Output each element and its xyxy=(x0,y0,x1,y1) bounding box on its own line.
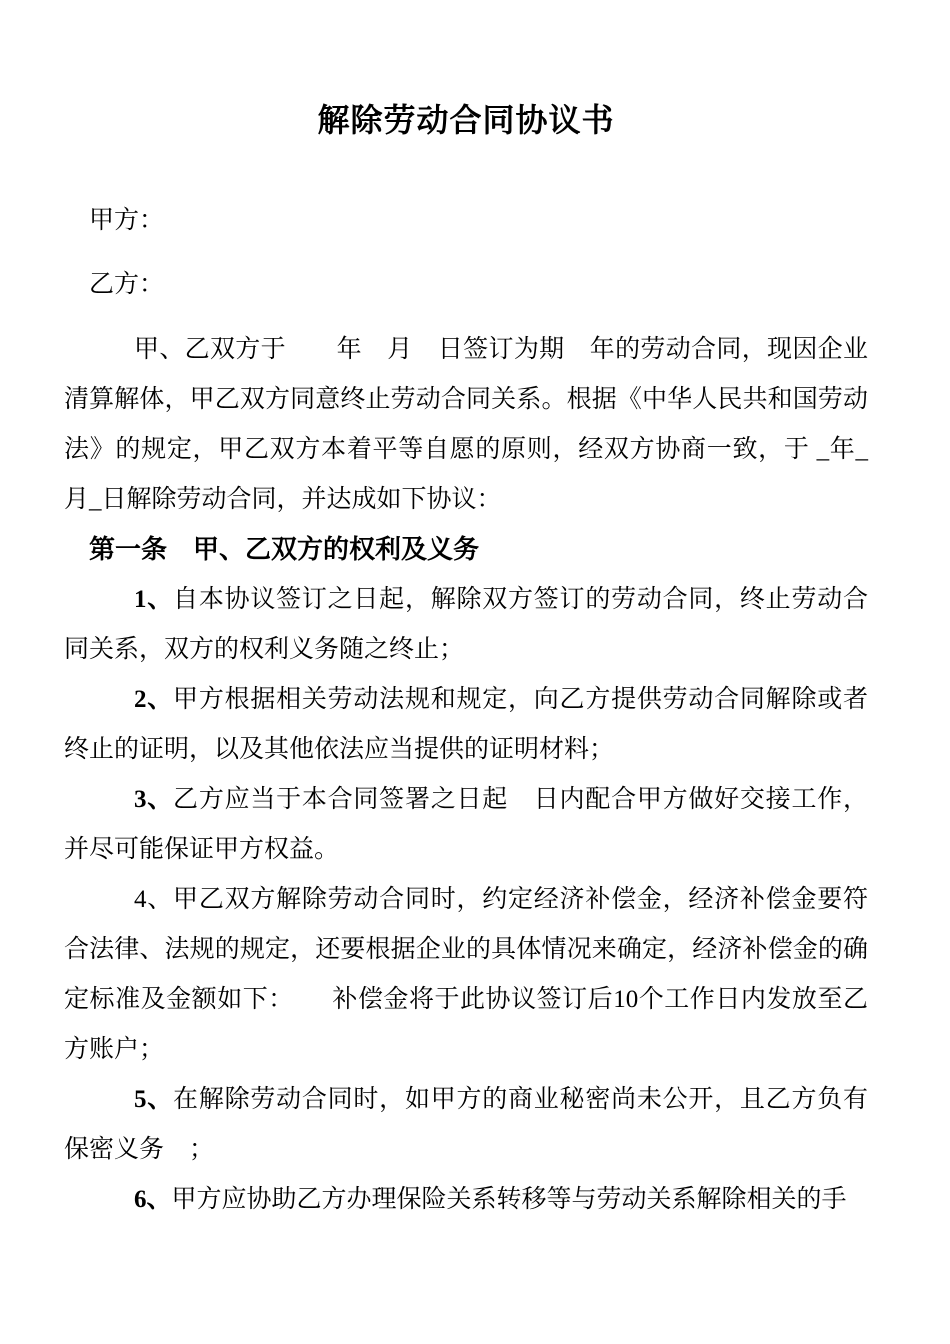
clause-number: 3、 xyxy=(134,786,174,813)
clause-text: 甲方根据相关劳动法规和规定，向乙方提供劳动合同解除或者终止的证明，以及其他依法应当提供的证明材料； xyxy=(64,686,868,763)
clause-number: 4、 xyxy=(134,886,174,913)
contract-clause xyxy=(64,775,868,875)
clause-number: 1、 xyxy=(134,586,174,613)
contract-clause xyxy=(64,675,868,775)
clause-number: 2、 xyxy=(134,686,174,713)
document-title: 解除劳动合同协议书 xyxy=(317,102,615,138)
contract-clause xyxy=(64,875,868,1075)
intro-paragraph: 甲、乙双方于 年 月 日签订为期 年的劳动合同，现因企业清算解体，甲乙双方同意终止劳动合同关系。根据《中华人民共和国劳动法》的规定，甲乙双方本着平等自愿的原则，经双方协商一致，于 _年_月_日解除劳动合同，并达成如下协议： xyxy=(64,336,868,513)
clause-number: 5、 xyxy=(134,1086,174,1113)
clause-text: 自本协议签订之日起，解除双方签订的劳动合同，终止劳动合同关系，双方的权利义务随之终止； xyxy=(64,586,868,663)
clause-text: 在解除劳动合同时，如甲方的商业秘密尚未公开，且乙方负有保密义务 ； xyxy=(64,1086,868,1163)
party-b-label: 乙方： xyxy=(89,271,165,298)
contract-items xyxy=(64,575,868,1225)
clause-number: 6、 xyxy=(134,1186,172,1213)
party-a-label: 甲方： xyxy=(89,207,165,234)
clause-text: 乙方应当于本合同签署之日起 日内配合甲方做好交接工作，并尽可能保证甲方权益。 xyxy=(64,786,868,863)
section-one-heading: 第一条 甲、乙双方的权利及义务 xyxy=(89,535,480,564)
contract-clause xyxy=(64,1075,868,1175)
contract-clause xyxy=(64,575,868,675)
clause-text: 甲方应协助乙方办理保险关系转移等与劳动关系解除相关的手 xyxy=(171,1186,847,1213)
clause-text: 甲乙双方解除劳动合同时，约定经济补偿金，经济补偿金要符合法律、法规的规定，还要根据企业的具体情况来确定，经济补偿金的确定标准及金额如下： 补偿金将于此协议签订后10个工作日内发放至乙方账户； xyxy=(64,886,868,1063)
contract-clause xyxy=(64,1175,868,1225)
